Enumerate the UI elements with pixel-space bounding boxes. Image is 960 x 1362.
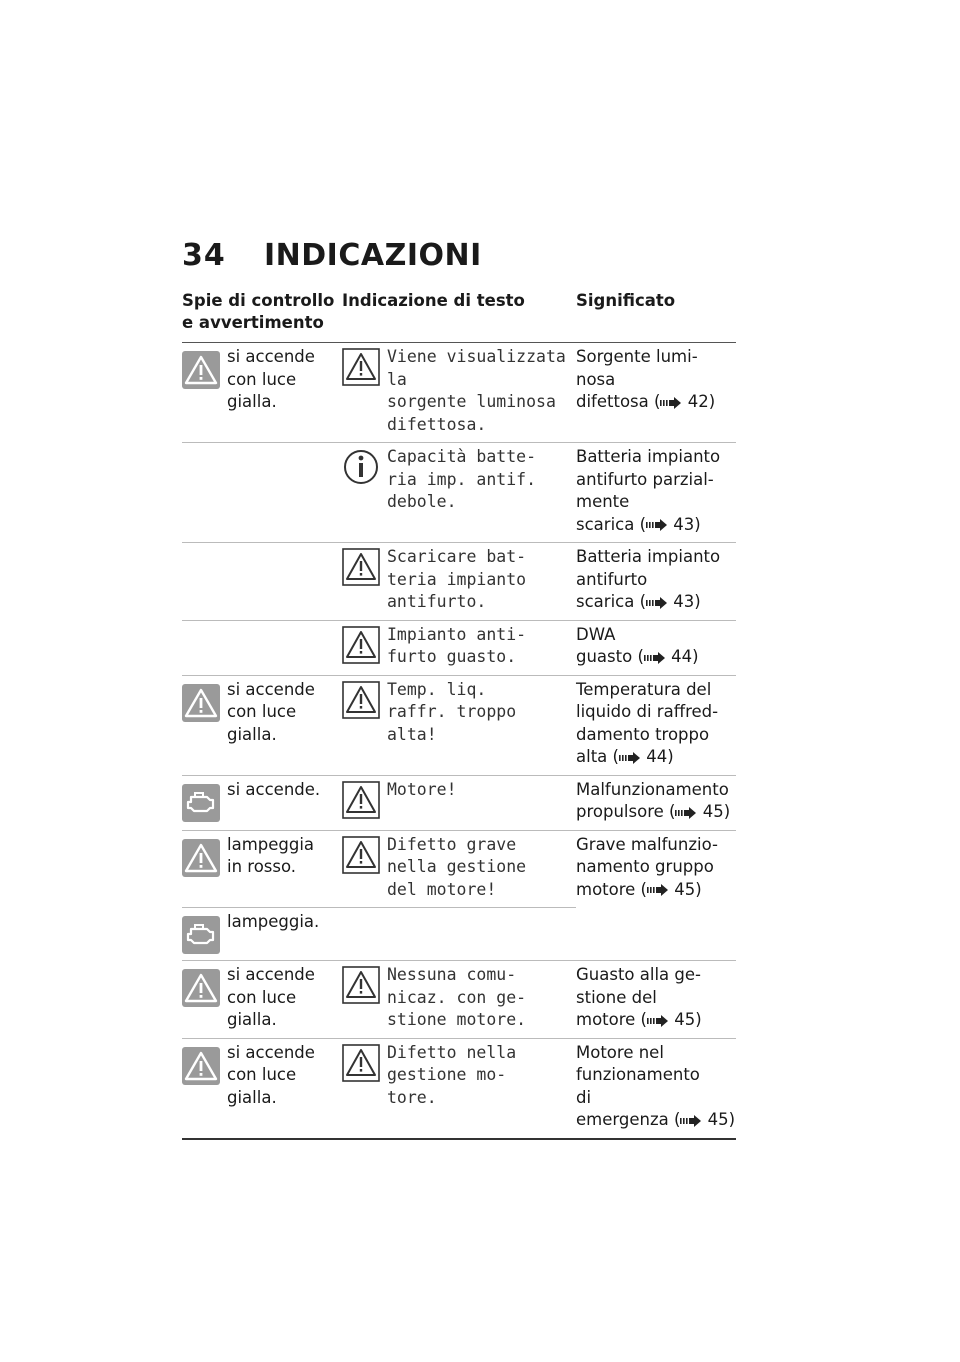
meaning-text [576, 679, 718, 769]
meaning-description: Sorgente lumi- nosa difettosa [576, 347, 698, 411]
meaning-cell [576, 831, 736, 961]
lamp-cell [182, 961, 342, 1038]
page-reference[interactable]: ( 43) [634, 514, 701, 534]
page-reference[interactable]: ( 43) [634, 592, 701, 611]
arrow-ref-icon [644, 652, 666, 664]
warning-triangle-icon [342, 781, 380, 819]
lamp-status-text: lampeggia in rosso. [227, 834, 315, 876]
lamp-cell [182, 443, 342, 542]
meaning-description: Motore nel funzionamento di emergenza [576, 1042, 700, 1129]
lamp-cell [182, 543, 342, 620]
meaning-description: DWA guasto [576, 624, 633, 666]
table-row [182, 961, 736, 1039]
meaning-text [576, 346, 736, 414]
lamp-status-text: si accende. [227, 779, 321, 799]
warning-triangle-icon [182, 351, 220, 389]
arrow-ref-icon [647, 1015, 669, 1027]
page-reference-number: 44 [671, 647, 693, 666]
lamp-status-text: si accende con luce gialla. [227, 679, 315, 744]
lamp-cell [182, 831, 342, 908]
display-text-cell [342, 621, 576, 675]
lamp-status-text: si accende con luce gialla. [227, 1042, 315, 1107]
lamp-status-text: si accende con luce gialla. [227, 347, 315, 411]
warning-triangle-icon [342, 548, 380, 586]
meaning-text [576, 446, 736, 536]
warning-triangle-icon [342, 626, 380, 664]
page-reference-number: 45 [674, 879, 696, 899]
meaning-text [576, 624, 736, 669]
page-reference[interactable]: ( 45) [668, 1110, 736, 1129]
meaning-text [576, 1042, 736, 1132]
page-number: 34 [182, 238, 226, 273]
lamp-status-text: lampeggia. [227, 912, 320, 931]
meaning-description: Malfunzionamento propulsore [576, 779, 729, 821]
meaning-cell [576, 776, 736, 830]
display-message: Motore! [387, 779, 457, 799]
meaning-description: Batteria impianto antifurto parzial- mente scarica [576, 447, 721, 534]
warning-triangle-icon [182, 839, 220, 877]
warning-triangle-icon [342, 966, 380, 1004]
table-row [182, 1039, 736, 1140]
display-text-cell [342, 1039, 576, 1138]
lamp-cell [182, 908, 342, 960]
table-row [182, 343, 736, 443]
header-meaning: Significato [576, 291, 676, 310]
arrow-ref-icon [646, 519, 668, 531]
meaning-cell [576, 961, 736, 1038]
meaning-cell [576, 343, 736, 442]
meaning-text [576, 964, 736, 1032]
table-row [182, 831, 736, 962]
display-text-cell [342, 831, 576, 908]
engine-icon [182, 784, 220, 822]
meaning-description: Temperatura del liquido di raffred- damento troppo alta [576, 679, 719, 766]
page-reference-number: 43 [673, 514, 695, 534]
meaning-description: Guasto alla ge- stione del motore [576, 965, 701, 1029]
lamp-cell [182, 676, 342, 775]
display-message: Temp. liq. raffr. troppo alta! [387, 679, 517, 744]
page-reference-number: 45 [702, 802, 724, 821]
page-reference-number: 44 [646, 747, 668, 766]
page-reference[interactable]: ( 44) [632, 647, 699, 666]
lamp-cell [182, 621, 342, 675]
meaning-text [576, 834, 718, 902]
arrow-ref-icon [680, 1115, 702, 1127]
display-message: Nessuna comu- nicaz. con ge- stione motore. [387, 965, 527, 1029]
meaning-description: Batteria impianto antifurto scarica [576, 547, 721, 611]
display-message: Difetto nella gestione mo- tore. [387, 1042, 517, 1107]
display-text-cell [342, 543, 576, 620]
page-reference-number: 43 [673, 592, 695, 611]
table-row [182, 676, 736, 776]
merged-left-cells [182, 831, 576, 961]
table-row [182, 543, 736, 621]
warning-triangle-icon [342, 836, 380, 874]
page-header [182, 238, 482, 273]
warning-triangle-icon [342, 681, 380, 719]
table-row [182, 443, 736, 543]
display-text-cell [342, 676, 576, 775]
warning-triangle-icon [342, 1044, 380, 1082]
page-reference-number: 45 [707, 1110, 729, 1129]
section-title: INDICAZIONI [264, 238, 482, 273]
page-reference[interactable]: ( 45) [635, 879, 702, 899]
display-text-cell [342, 961, 576, 1038]
lamp-cell [182, 1039, 342, 1138]
lamp-status-text: si accende con luce gialla. [227, 965, 315, 1029]
page-reference[interactable]: ( 45) [635, 1010, 702, 1029]
display-message: Scaricare bat- teria impianto antifurto. [387, 547, 527, 611]
warning-triangle-icon [182, 684, 220, 722]
display-message: Viene visualizzata la sorgente luminosa difettosa. [387, 347, 566, 434]
meaning-cell [576, 443, 736, 542]
arrow-ref-icon [647, 884, 669, 896]
meaning-text [576, 546, 736, 614]
meaning-cell [576, 1039, 736, 1138]
display-text-cell [342, 443, 576, 542]
lamp-cell [182, 343, 342, 442]
display-text-cell [342, 343, 576, 442]
meaning-cell [576, 676, 736, 775]
page-reference[interactable]: ( 44) [607, 747, 674, 766]
page-reference[interactable]: ( 42) [648, 392, 716, 411]
meaning-text [576, 779, 730, 824]
display-message: Difetto grave nella gestione del motore! [387, 834, 527, 899]
meaning-cell [576, 621, 736, 675]
warning-triangle-icon [182, 969, 220, 1007]
header-lamps: Spie di controllo e avvertimento [182, 291, 335, 332]
table-row [182, 776, 736, 831]
arrow-ref-icon [660, 397, 682, 409]
arrow-ref-icon [619, 752, 641, 764]
table-body [182, 343, 736, 1140]
page-reference[interactable]: ( 45) [663, 802, 731, 821]
display-message: Capacità batte- ria imp. antif. debole. [387, 447, 537, 511]
display-text-cell [342, 776, 576, 830]
page-reference-number: 45 [674, 1010, 696, 1029]
display-message: Impianto anti- furto guasto. [387, 624, 527, 666]
arrow-ref-icon [646, 597, 668, 609]
lamp-cell [182, 776, 342, 830]
arrow-ref-icon [675, 807, 697, 819]
engine-icon [182, 916, 220, 954]
warning-triangle-icon [182, 1047, 220, 1085]
table-header [182, 290, 736, 343]
meaning-description: Grave malfunzio- namento gruppo motore [576, 834, 718, 899]
meaning-cell [576, 543, 736, 620]
warning-triangle-icon [342, 348, 380, 386]
page-reference-number: 42 [687, 392, 709, 411]
header-text: Indicazione di testo [342, 291, 525, 310]
info-icon [342, 448, 380, 486]
table-row [182, 621, 736, 676]
indications-table [182, 290, 736, 1140]
